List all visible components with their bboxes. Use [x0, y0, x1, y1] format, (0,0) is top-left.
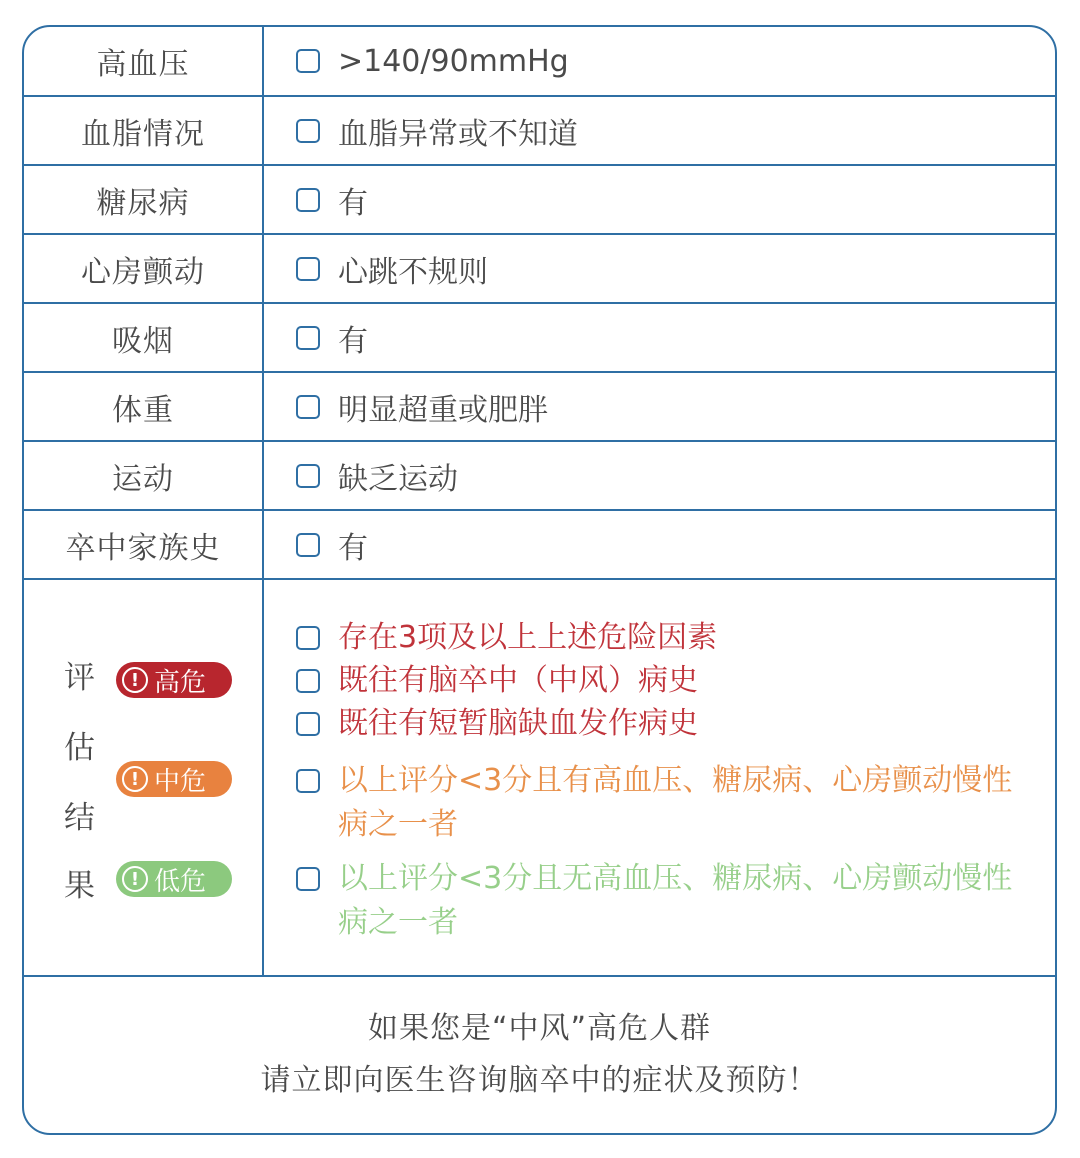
checkbox[interactable] [296, 326, 320, 350]
row-value[interactable] [264, 97, 1055, 164]
checkbox[interactable] [296, 257, 320, 281]
evaluation-section [24, 580, 1055, 977]
row-value[interactable] [264, 235, 1055, 302]
badge-label: 中危 [154, 766, 207, 797]
checkbox[interactable] [296, 188, 320, 212]
table-row [24, 304, 1055, 373]
table-row [24, 442, 1055, 511]
low-risk-badge [116, 861, 232, 897]
row-value[interactable] [264, 166, 1055, 233]
row-label: 心房颤动 [24, 235, 264, 302]
exclamation-icon: ! [122, 667, 148, 693]
option-text: 存在3项及以上上述危险因素 [338, 620, 718, 655]
exclamation-icon: ! [122, 766, 148, 792]
checkbox[interactable] [296, 669, 320, 693]
table-row [24, 511, 1055, 580]
option-text: 有 [338, 530, 368, 566]
option-text: 心跳不规则 [338, 254, 488, 290]
checkbox[interactable] [296, 49, 320, 73]
table-row [24, 27, 1055, 97]
row-label: 吸烟 [24, 304, 264, 371]
medium-risk-badge [116, 761, 232, 797]
row-label: 体重 [24, 373, 264, 440]
row-value[interactable] [264, 511, 1055, 578]
table-row [24, 373, 1055, 442]
evaluation-option[interactable] [296, 857, 1035, 945]
evaluation-option[interactable] [296, 702, 1035, 746]
risk-assessment-card [22, 25, 1057, 1135]
badge-label: 低危 [154, 866, 207, 897]
footer-line: 如果您是“中风”高危人群 [367, 1011, 712, 1046]
row-label: 高血压 [24, 27, 264, 95]
evaluation-option[interactable] [296, 759, 1035, 847]
row-label: 运动 [24, 442, 264, 509]
row-value[interactable] [264, 304, 1055, 371]
option-text: 有 [338, 185, 368, 221]
row-label: 血脂情况 [24, 97, 264, 164]
checkbox[interactable] [296, 769, 320, 793]
exclamation-icon: ! [122, 866, 148, 892]
table-row [24, 97, 1055, 166]
row-label: 卒中家族史 [24, 511, 264, 578]
checkbox[interactable] [296, 712, 320, 736]
checkbox[interactable] [296, 626, 320, 650]
evaluation-label-char: 果 [64, 868, 95, 904]
option-text: 既往有短暂脑缺血发作病史 [338, 706, 698, 741]
checkbox[interactable] [296, 464, 320, 488]
table-row [24, 235, 1055, 304]
checkbox[interactable] [296, 395, 320, 419]
row-label: 糖尿病 [24, 166, 264, 233]
row-value[interactable] [264, 27, 1055, 95]
checkbox[interactable] [296, 867, 320, 891]
row-value[interactable] [264, 373, 1055, 440]
evaluation-label-char: 评 [64, 660, 95, 696]
evaluation-label-char: 结 [64, 800, 95, 836]
evaluation-label-char: 估 [64, 730, 95, 766]
row-value[interactable] [264, 442, 1055, 509]
option-text: 以上评分<3分且无高血压、糖尿病、心房颤动慢性病之一者 [338, 861, 1013, 940]
evaluation-option[interactable] [296, 659, 1035, 703]
option-text: 血脂异常或不知道 [338, 116, 578, 152]
evaluation-label-cell [24, 580, 264, 975]
option-text: 有 [338, 323, 368, 359]
option-text: 缺乏运动 [338, 461, 458, 497]
high-risk-badge [116, 662, 232, 698]
option-text: 以上评分<3分且有高血压、糖尿病、心房颤动慢性病之一者 [338, 763, 1013, 842]
checkbox[interactable] [296, 119, 320, 143]
table-row [24, 166, 1055, 235]
checkbox[interactable] [296, 533, 320, 557]
evaluation-option[interactable] [296, 616, 1035, 660]
option-text: 既往有脑卒中（中风）病史 [338, 663, 698, 698]
option-text: >140/90mmHg [338, 43, 569, 79]
option-text: 明显超重或肥胖 [338, 392, 548, 428]
footer-message [24, 977, 1055, 1133]
footer-line: 请立即向医生咨询脑卒中的症状及预防！ [260, 1063, 819, 1098]
badge-label: 高危 [154, 667, 207, 698]
